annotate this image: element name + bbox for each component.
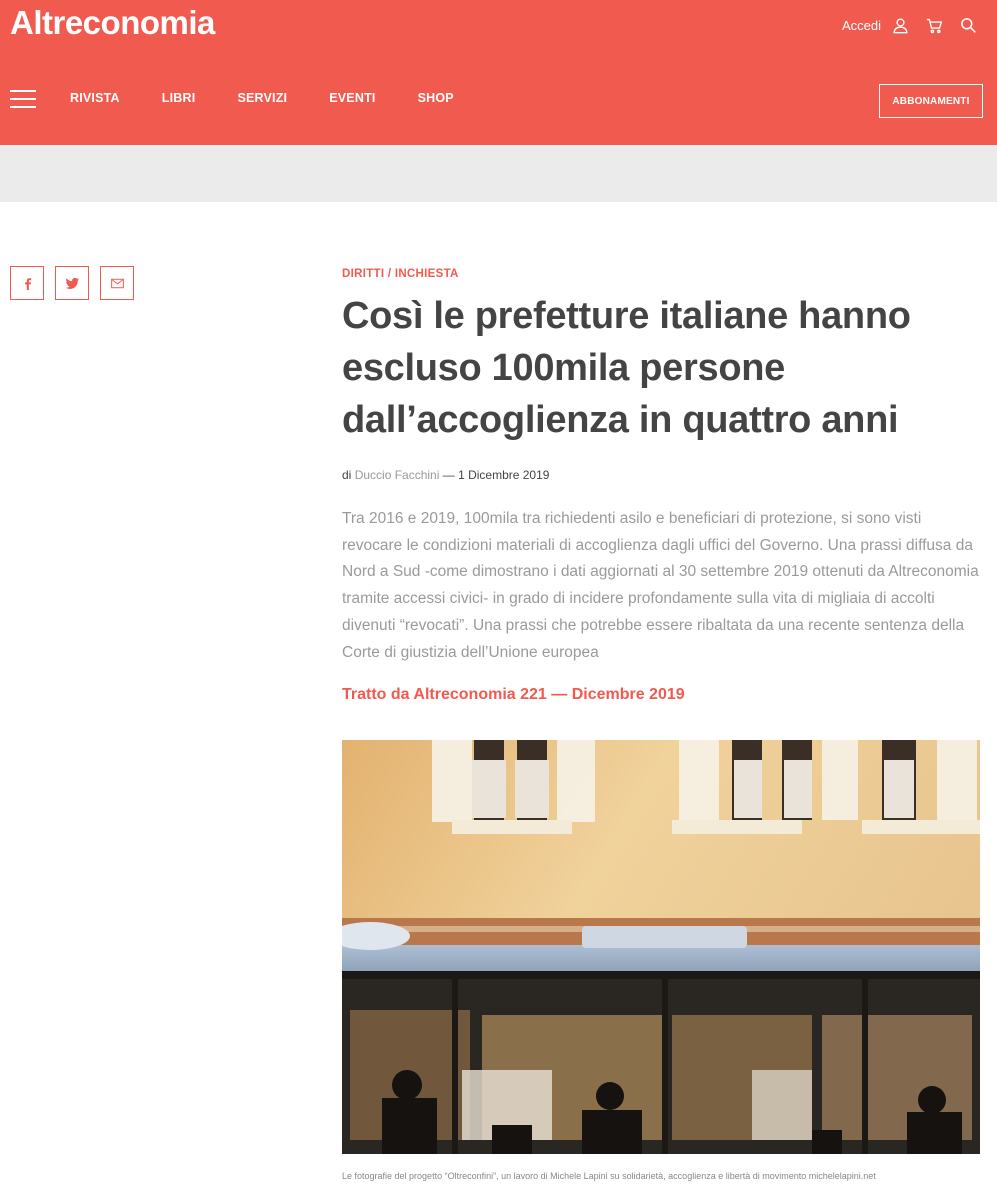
nav-item-shop[interactable]: SHOP <box>417 91 454 105</box>
facebook-share-button[interactable] <box>10 266 44 300</box>
article-category[interactable]: DIRITTI / INCHIESTA <box>342 268 459 280</box>
article <box>342 268 982 704</box>
site-logo[interactable]: Altreconomia <box>10 4 215 41</box>
article-title: Così le prefetture italiane hanno escluso 100mila persone dall’accoglienza in quattro anni <box>342 295 911 441</box>
subscribe-button[interactable]: ABBONAMENTI <box>879 84 983 118</box>
facebook-icon <box>21 277 34 290</box>
main-nav <box>70 91 496 105</box>
article-date: — 1 Dicembre 2019 <box>442 468 550 482</box>
nav-item-rivista[interactable]: RIVISTA <box>70 91 120 105</box>
search-icon[interactable] <box>957 14 979 36</box>
nav-item-servizi[interactable]: SERVIZI <box>237 91 288 105</box>
email-share-button[interactable] <box>100 266 134 300</box>
menu-icon[interactable] <box>10 90 36 108</box>
header-actions <box>842 14 979 36</box>
login-link[interactable]: Accedi <box>841 17 881 33</box>
article-byline <box>342 468 982 482</box>
mail-icon <box>111 277 124 290</box>
photo-caption: Le fotografie del progetto “Oltreconfini”, un lavoro di Michele Lapini su solidarietà, accoglienza e libertà di movimento michelelapini.net <box>342 1171 876 1181</box>
user-icon[interactable] <box>889 14 911 36</box>
article-lead: Tra 2016 e 2019, 100mila tra richiedenti asilo e beneficiari di protezione, si sono visti revocare le condizioni materiali di accoglienza dagli uffici del Governo. Una prassi diffusa da Nord a Sud -come dimostrano i dati aggiornati al 30 settembre 2019 ottenuti da Altreconomia tramite accessi civici- in grado di incidere profondamente sulla vita di migliaia di accolti divenuti “revocati”. Una prassi che potrebbe essere ribaltata da una recente sentenza della Corte di giustizia dell’Unione europea <box>342 510 979 661</box>
ad-banner-area <box>0 145 997 202</box>
article-photo <box>342 740 980 1154</box>
twitter-icon <box>66 277 79 290</box>
nav-item-eventi[interactable]: EVENTI <box>329 91 376 105</box>
issue-link[interactable]: Tratto da Altreconomia 221 — Dicembre 2019 <box>342 686 685 704</box>
twitter-share-button[interactable] <box>55 266 89 300</box>
nav-item-libri[interactable]: LIBRI <box>161 91 196 105</box>
site-header <box>0 0 997 145</box>
author-link[interactable]: Duccio Facchini <box>354 468 440 482</box>
share-bar <box>10 266 145 300</box>
byline-prefix: di <box>342 468 352 482</box>
cart-icon[interactable] <box>923 14 945 36</box>
